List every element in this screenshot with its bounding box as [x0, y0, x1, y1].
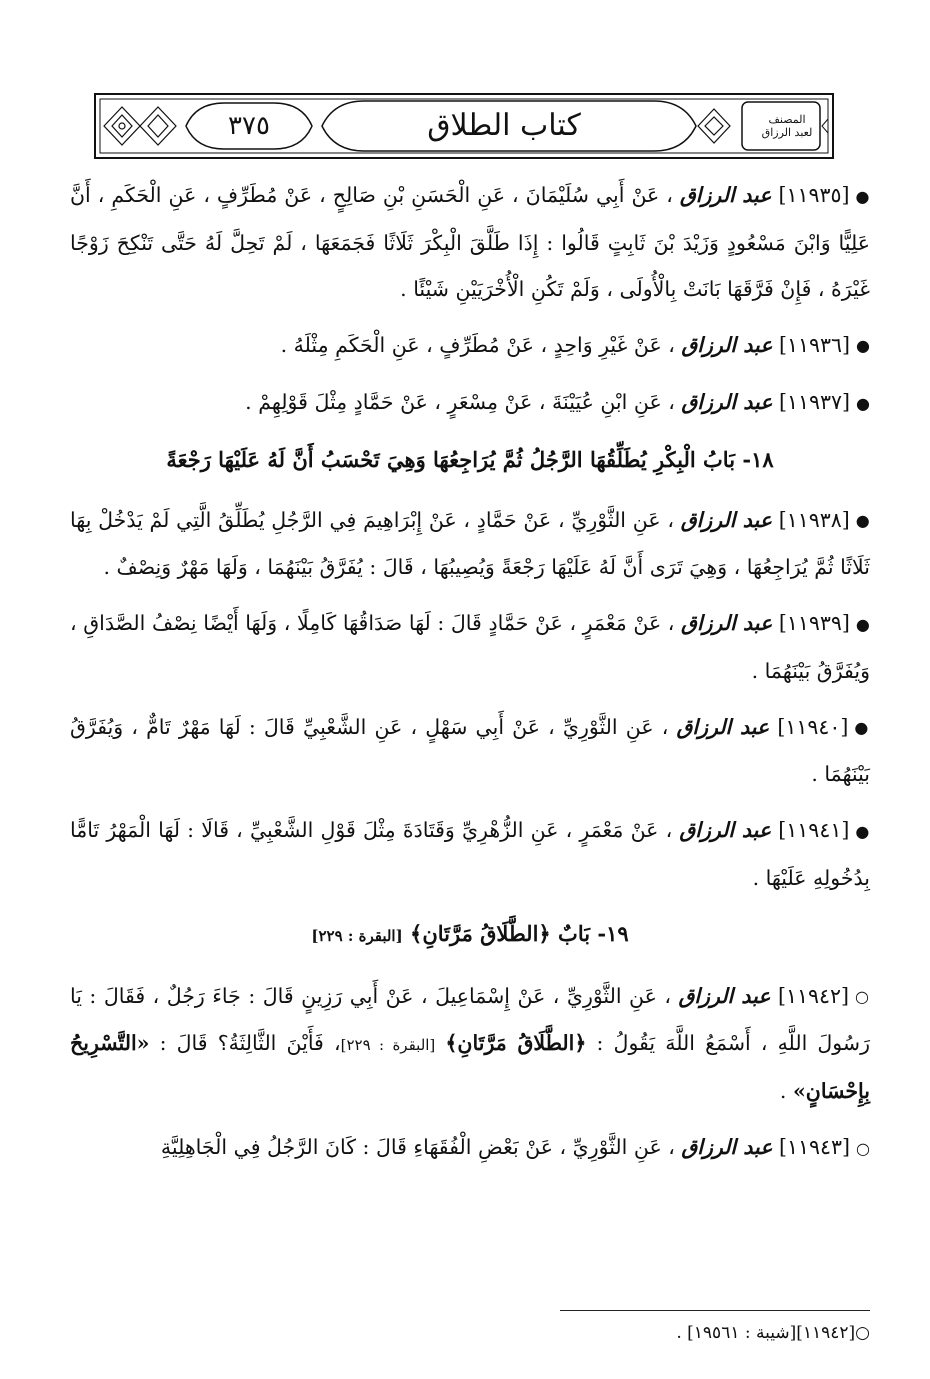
hadith-text: ، عَنْ غَيْرِ وَاحِدٍ ، عَنْ مُطَرِّفٍ ، عَنِ الْحَكَمِ مِثْلَهُ .	[280, 332, 675, 357]
footnote: ○[١١٩٤٢][شيبة : ١٩٥٦١] .	[676, 1323, 870, 1343]
hadith-text: ، عَنِ الثَّوْرِيِّ ، عَنْ إِسْمَاعِيلَ ، عَنْ أَبِي رَزِينٍ قَالَ : جَاءَ رَجُلٌ ، فَقَالَ : يَا رَسُولَ اللَّهِ ، أَسْمَعُ اللَّهَ يَقُولُ :	[70, 983, 870, 1055]
author-name: عبد الرزاق	[680, 507, 772, 532]
hadith-number: [١١٩٣٨]	[778, 507, 850, 532]
author-name: عبد الرزاق	[678, 983, 771, 1008]
hadith-text: ، عَنْ مَعْمَرٍ ، عَنْ حَمَّادٍ قَالَ : لَهَا صَدَاقُهَا كَامِلًا ، وَلَهَا أَيْضًا نِصْفُ الصَّدَاقِ ، وَيُفَرَّقُ بَيْنَهُمَا .	[70, 611, 870, 683]
hadith-11935	[70, 172, 870, 312]
bullet-marker: ●	[855, 821, 870, 841]
hadith-number: [١١٩٣٦]	[778, 332, 851, 357]
hadith-text: .	[779, 1079, 787, 1103]
hadith-text: ، فَأَيْنَ الثَّالِثَةُ؟ قَالَ :	[159, 1031, 341, 1055]
hadith-11942	[70, 973, 870, 1115]
footnote-divider	[560, 1310, 870, 1311]
hadith-number: [١١٩٣٩]	[778, 611, 850, 635]
hadith-number: [١١٩٤٠]	[777, 714, 849, 739]
book-emblem	[754, 105, 820, 147]
hadith-number: [١١٩٤٣]	[778, 1135, 851, 1159]
hadith-number: [١١٩٤١]	[778, 818, 850, 842]
emblem-line-2: لعبد الرزاق	[761, 126, 813, 139]
hadith-text: ، عَنِ ابْنِ عُيَيْنَةَ ، عَنْ مِسْعَرٍ ، عَنْ حَمَّادٍ مِثْلَ قَوْلِهِمْ .	[245, 390, 675, 414]
chapter-prefix: ١٩- بَابٌ	[558, 920, 629, 946]
hadith-11937	[70, 379, 870, 427]
chapter-heading-18: ١٨- بَابُ الْبِكْرِ يُطَلِّقُهَا الرَّجُلُ ثُمَّ يُرَاجِعُهَا وَهِيَ تَحْسَبُ أَنَّ لَهُ عَلَيْهَا رَجْعَةً	[166, 446, 774, 472]
left-ornament	[104, 107, 176, 145]
hadith-11941	[70, 807, 870, 901]
verse-reference: [البقرة : ٢٢٩]	[340, 1036, 436, 1054]
hadith-11938	[70, 497, 870, 591]
bullet-marker: ●	[855, 614, 870, 634]
author-name: عبد الرزاق	[681, 390, 773, 414]
bullet-marker: ●	[854, 718, 870, 737]
quran-verse: ﴿الطَّلَاقُ مَرَّتَانِ﴾	[445, 1031, 587, 1055]
author-name: عبد الرزاق	[681, 611, 773, 635]
hadith-number: [١١٩٣٥]	[778, 183, 850, 207]
hadith-11936	[70, 322, 870, 370]
bullet-marker: ●	[855, 511, 870, 530]
hadith-11940	[70, 704, 870, 798]
hadith-11939	[70, 600, 870, 694]
author-name: عبد الرزاق	[681, 332, 773, 357]
hadith-text: ، عَنْ مَعْمَرٍ ، عَنِ الزُّهْرِيِّ وَقَتَادَةَ مِثْلَ قَوْلِ الشَّعْبِيِّ ، قَالَا : لَهَا الْمَهْرُ تَامًّا بِدُخُولِهِ عَلَيْهَا .	[70, 818, 870, 890]
book-title: كتاب الطلاق	[427, 107, 581, 143]
emblem-line-1: المصنف	[768, 113, 806, 126]
page-content	[70, 172, 870, 1182]
hadith-text: ، عَنْ أَبِي سُلَيْمَانَ ، عَنِ الْحَسَنِ بْنِ صَالِحٍ ، عَنْ مُطَرِّفٍ ، عَنِ الْحَكَمِ ، أَنَّ عَلِيًّا وَابْنَ مَسْعُودٍ وَزَيْدَ بْنَ ثَابِتٍ قَالُوا : إِذَا طَلَّقَ الْبِكْرَ ثَلَاثًا فَجَمَعَهَا ، لَمْ تَحِلَّ لَهُ حَتَّى تَنْكِحَ زَوْجًا غَيْرَهُ ، فَإِنْ فَرَّقَهَا بَانَتْ بِالْأُولَى ، وَلَمْ تَكُنِ الْأُخْرَيَيْنِ شَيْئًا .	[70, 183, 870, 301]
hadith-number: [١١٩٣٧]	[778, 390, 851, 414]
author-name: عبد الرزاق	[676, 714, 770, 739]
prophet-quote: «التَّسْرِيحُ بِإِحْسَانٍ»	[70, 1031, 870, 1103]
circle-marker: ○	[856, 1138, 870, 1158]
page-header	[94, 93, 834, 159]
bullet-marker: ●	[856, 393, 870, 413]
bullet-marker: ●	[856, 336, 870, 355]
circle-marker: ○	[855, 987, 870, 1006]
verse-reference: [البقرة : ٢٢٩]	[311, 926, 403, 945]
chapter-heading-19	[70, 911, 870, 959]
page-number: ٣٧٥	[228, 111, 270, 141]
author-name: عبد الرزاق	[679, 818, 772, 842]
hadith-text: ، عَنِ الثَّوْرِيِّ ، عَنْ أَبِي سَهْلٍ ، عَنِ الشَّعْبِيِّ قَالَ : لَهَا مَهْرٌ تَامٌّ ، وَيُفَرَّقُ بَيْنَهُمَا .	[70, 714, 870, 786]
author-name: عبد الرزاق	[681, 1135, 773, 1159]
hadith-11943	[70, 1124, 870, 1172]
bullet-marker: ●	[855, 186, 870, 206]
hadith-text: ، عَنِ الثَّوْرِيِّ ، عَنْ حَمَّادٍ ، عَنْ إِبْرَاهِيمَ فِي الرَّجُلِ يُطَلِّقُ الَّتِي لَمْ يَدْخُلْ بِهَا ثَلَاثًا ثُمَّ يُرَاجِعُهَا ، وَهِيَ تَرَى أَنَّ لَهُ عَلَيْهَا رَجْعَةً وَيُصِيبُهَا ، قَالَ : يُفَرَّقُ بَيْنَهُمَا ، وَلَهَا مَهْرٌ وَنِصْفٌ .	[70, 507, 870, 579]
quran-verse: ﴿الطَّلَاقُ مَرَّتَانِ﴾	[410, 920, 551, 946]
hadith-text: ، عَنِ الثَّوْرِيِّ ، عَنْ بَعْضِ الْفُقَهَاءِ قَالَ : كَانَ الرَّجُلُ فِي الْجَاهِلِيَّةِ	[160, 1135, 675, 1159]
author-name: عبد الرزاق	[679, 183, 772, 207]
hadith-number: [١١٩٤٢]	[777, 983, 850, 1008]
